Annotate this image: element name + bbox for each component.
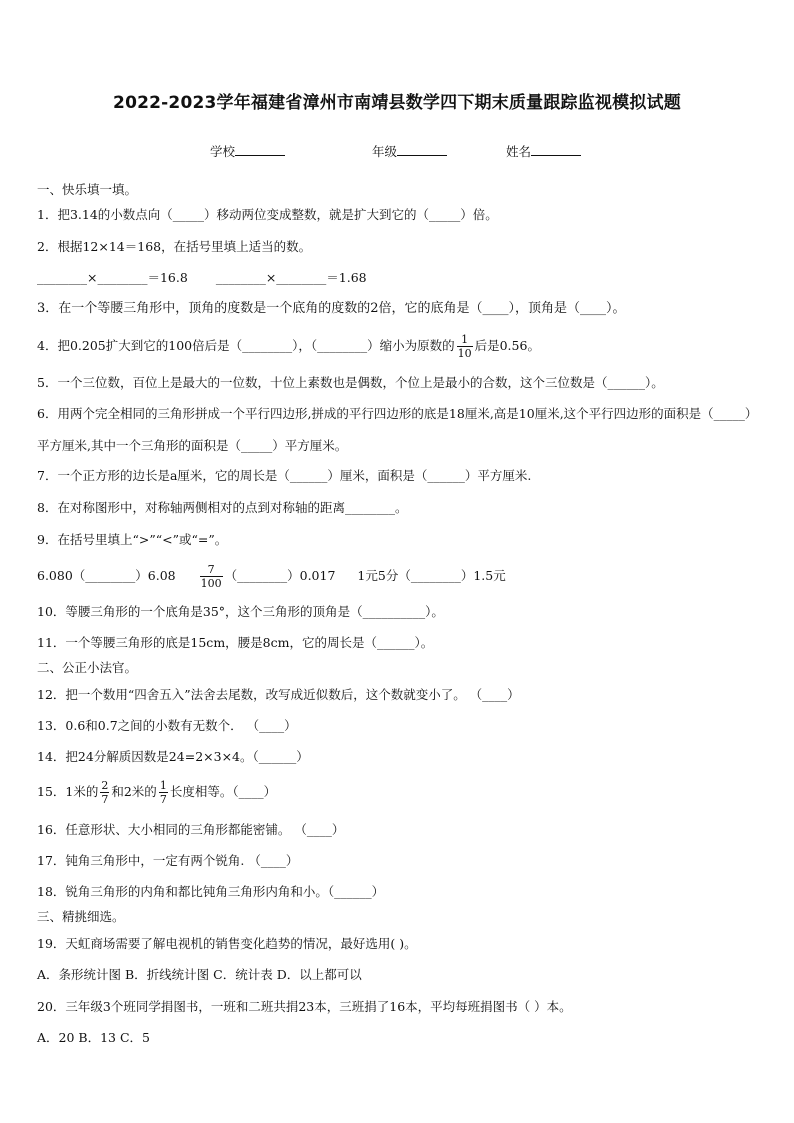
fraction-numerator: 1	[159, 779, 167, 792]
question-9: 9．在括号里填上“>”“<”或“=”。	[37, 532, 228, 547]
question-9-item-a: 6.080（________）6.08	[37, 568, 176, 583]
section-3-heading: 三、精挑细选。	[37, 909, 125, 924]
question-6: 6．用两个完全相同的三角形拼成一个平行四边形,拼成的平行四边形的底是18厘米,高是10厘米,这个平行四边形的面积是（_____）平方厘米,其中一个三角形的面积是（_____）平方厘米。	[37, 406, 758, 453]
question-15-text-a: 15．1米的	[37, 784, 99, 799]
question-2-blanks	[37, 270, 767, 286]
grade-field	[372, 142, 447, 160]
question-12: 12．把一个数用“四舍五入”法舍去尾数，改写成近似数后，这个数就变小了。 （____）	[37, 687, 520, 702]
question-13: 13．0.6和0.7之间的小数有无数个． （____）	[37, 718, 297, 733]
grade-blank[interactable]	[397, 142, 447, 156]
page-title: 2022-2023学年福建省漳州市南靖县数学四下期末质量跟踪监视模拟试题	[113, 93, 681, 113]
question-9-fraction	[200, 563, 223, 590]
question-14: 14．把24分解质因数是24=2×3×4。（______）	[37, 749, 309, 764]
question-15-text-b: 和2米的	[111, 784, 157, 799]
school-label: 学校	[210, 144, 236, 159]
question-8: 8．在对称图形中，对称轴两侧相对的点到对称轴的距离________。	[37, 500, 408, 515]
question-17: 17．钝角三角形中，一定有两个锐角. （____）	[37, 853, 299, 868]
fraction-numerator: 7	[200, 563, 223, 577]
question-9-item-b: （________）0.017	[224, 568, 336, 583]
question-9-item-c: 1元5分（________）1.5元	[357, 568, 506, 583]
question-11: 11．一个等腰三角形的底是15cm，腰是8cm，它的周长是（______）。	[37, 635, 434, 650]
question-10: 10．等腰三角形的一个底角是35°，这个三角形的顶角是（__________）。	[37, 604, 444, 619]
question-4-text-b: 后是0.56。	[474, 338, 540, 353]
question-4-text-a: 4．把0.205扩大到它的100倍后是（________），（________）缩小为原数的	[37, 338, 455, 353]
name-field	[506, 142, 581, 160]
question-2-blank-b: ________×________＝1.68	[215, 270, 367, 285]
fraction-numerator: 1	[457, 333, 473, 347]
question-5: 5．一个三位数，百位上是最大的一位数，十位上素数也是偶数，个位上是最小的合数，这个三位数是（______）。	[37, 375, 664, 390]
fraction-denominator: 100	[200, 577, 222, 590]
fraction-numerator: 2	[101, 779, 109, 792]
question-19: 19．天虹商场需要了解电视机的销售变化趋势的情况，最好选用( )。	[37, 936, 417, 951]
question-19-options: A．条形统计图 B．折线统计图 C．统计表 D．以上都可以	[37, 967, 362, 982]
question-2: 2．根据12×14＝168，在括号里填上适当的数。	[37, 239, 312, 254]
question-3: 3．在一个等腰三角形中，顶角的度数是一个底角的度数的2倍，它的底角是（____），顶角是（____）。	[37, 301, 626, 316]
school-blank[interactable]	[235, 142, 285, 156]
school-field	[210, 142, 285, 160]
question-7: 7．一个正方形的边长是a厘米，它的周长是（______）厘米，面积是（______）平方厘米.	[37, 468, 532, 483]
section-2-heading: 二、公正小法官。	[37, 660, 138, 675]
question-4-fraction	[457, 333, 473, 360]
fraction-denominator: 10	[457, 347, 472, 360]
question-15-fraction-1	[100, 779, 109, 806]
question-9-items	[37, 560, 767, 592]
grade-label: 年级	[372, 144, 398, 159]
question-1: 1．把3.14的小数点向（_____）移动两位变成整数，就是扩大到它的（_____）倍。	[37, 207, 498, 222]
question-15-fraction-2	[159, 779, 168, 806]
name-blank[interactable]	[531, 142, 581, 156]
question-20: 20．三年级3个班同学捐图书，一班和二班共捐23本，三班捐了16本，平均每班捐图书（ ）本。	[37, 999, 572, 1014]
question-15-text-c: 长度相等。（____）	[169, 784, 277, 799]
question-18: 18．锐角三角形的内角和都比钝角三角形内角和小。（______）	[37, 884, 385, 899]
fraction-denominator: 7	[159, 793, 167, 806]
question-4	[37, 330, 767, 362]
name-label: 姓名	[506, 144, 532, 159]
question-20-options: A．20 B．13 C．5	[37, 1030, 150, 1045]
question-2-blank-a: ________×________＝16.8	[37, 270, 188, 285]
question-16: 16．任意形状、大小相同的三角形都能密铺。 （____）	[37, 822, 345, 837]
section-1-heading: 一、快乐填一填。	[37, 182, 138, 197]
fraction-denominator: 7	[101, 793, 109, 806]
question-15	[37, 776, 767, 808]
